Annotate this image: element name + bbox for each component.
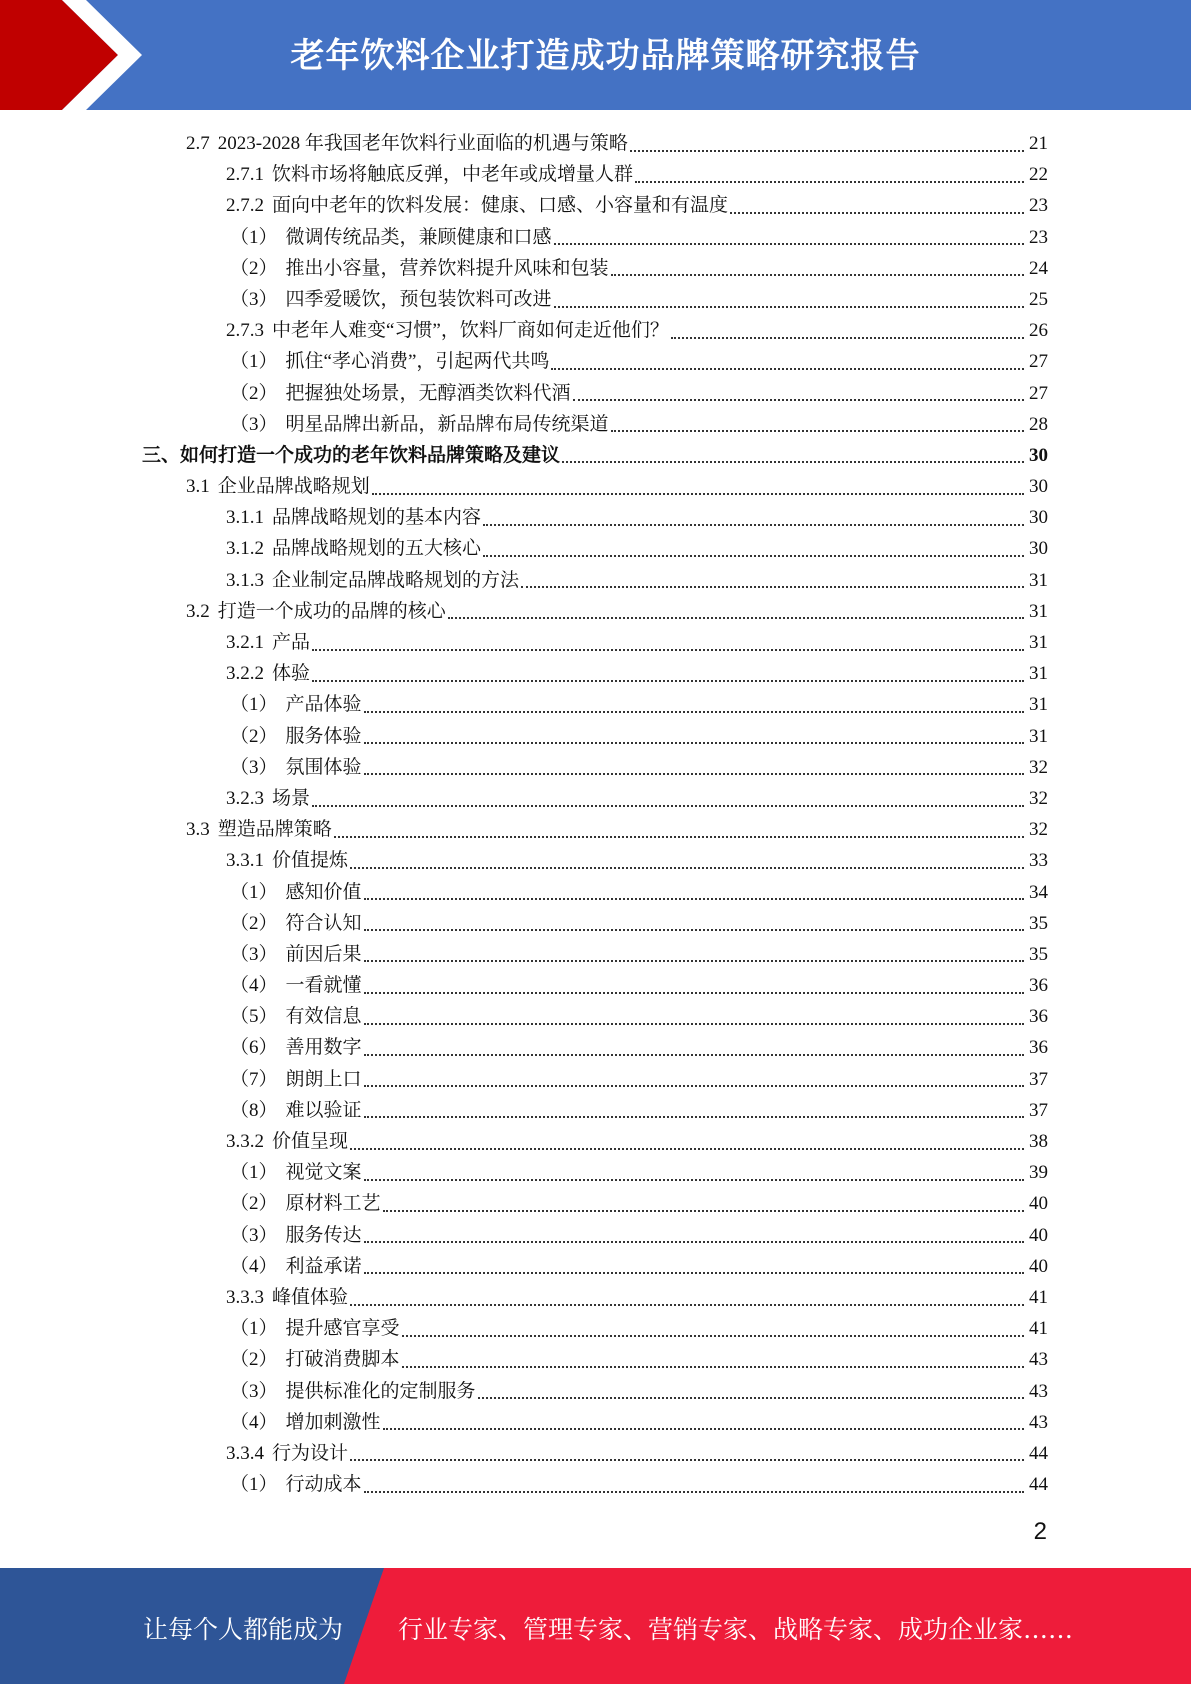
toc-entry-page: 21: [1029, 133, 1048, 154]
toc-dot-leader: [364, 773, 1024, 775]
toc-dot-leader: [483, 555, 1024, 557]
toc-entry[interactable]: [130, 939, 1048, 970]
page-number: 2: [1033, 1518, 1047, 1545]
toc-entry-number: 2.7.2: [226, 195, 264, 217]
toc-entry[interactable]: [130, 596, 1048, 627]
toc-entry-page: 23: [1029, 195, 1048, 217]
toc-entry[interactable]: [130, 190, 1048, 221]
toc-entry-title: 品牌战略规划的基本内容: [272, 507, 482, 529]
toc-entry-number: （3）: [230, 413, 278, 435]
toc-entry-page: 30: [1029, 538, 1048, 560]
toc-entry-page: 37: [1029, 1068, 1048, 1090]
toc-entry-page: 31: [1029, 694, 1048, 716]
toc-entry[interactable]: [130, 627, 1048, 658]
toc-entry-page: 41: [1029, 1286, 1048, 1308]
toc-entry-title: 场景: [272, 787, 311, 809]
toc-dot-leader: [611, 274, 1024, 276]
toc-entry[interactable]: [130, 533, 1048, 564]
toc-entry-title: 难以验证: [285, 1099, 362, 1121]
toc-entry-number: （6）: [230, 1037, 278, 1059]
toc-entry-page: 36: [1029, 975, 1048, 997]
toc-dot-leader: [562, 461, 1024, 463]
toc-entry-page: 31: [1029, 632, 1048, 653]
toc-entry-title: 塑造品牌策略: [217, 819, 332, 841]
toc-entry-number: （4）: [230, 1411, 278, 1433]
toc-entry-page: 43: [1029, 1380, 1048, 1402]
toc-entry[interactable]: [130, 1407, 1048, 1438]
toc-entry[interactable]: [130, 1220, 1048, 1251]
toc-entry[interactable]: [130, 1313, 1048, 1344]
toc-entry-page: 32: [1029, 787, 1048, 809]
toc-entry[interactable]: [130, 689, 1048, 720]
toc-entry[interactable]: [130, 1095, 1048, 1126]
toc-entry-number: （3）: [230, 1224, 278, 1246]
toc-entry-title: 打造一个成功的品牌的核心: [217, 600, 446, 622]
toc-dot-leader: [350, 1459, 1024, 1461]
toc-entry[interactable]: [130, 378, 1048, 409]
toc-entry[interactable]: [130, 565, 1048, 596]
toc-entry-title: 抓住“孝心消费”，引起两代共鸣: [285, 351, 550, 373]
toc-entry[interactable]: [130, 1251, 1048, 1282]
toc-entry-page: 35: [1029, 943, 1048, 965]
toc-entry-page: 32: [1029, 819, 1048, 841]
toc-entry-page: 30: [1029, 444, 1048, 466]
toc-entry-number: 2.7.1: [226, 164, 264, 186]
toc-entry-title: 饮料市场将触底反弹，中老年或成增量人群: [272, 164, 634, 186]
toc-dot-leader: [554, 243, 1024, 245]
toc-dot-leader: [635, 181, 1024, 183]
toc-dot-leader: [478, 1397, 1024, 1399]
toc-dot-leader: [312, 805, 1024, 807]
toc-entry-number: （2）: [230, 382, 278, 404]
page-header: [0, 0, 1191, 110]
toc-entry-number: 3.1.3: [226, 569, 264, 591]
toc-dot-leader: [551, 368, 1024, 370]
toc-entry-number: 2.7.3: [226, 320, 264, 342]
toc-entry-page: 31: [1029, 569, 1048, 591]
toc-entry-number: （5）: [230, 1006, 278, 1028]
toc-entry[interactable]: [130, 409, 1048, 440]
toc-dot-leader: [334, 836, 1024, 838]
toc-entry-number: （1）: [230, 1318, 278, 1340]
toc-dot-leader: [364, 1116, 1024, 1118]
toc-entry-title: 明星品牌出新品，新品牌布局传统渠道: [285, 413, 609, 435]
toc-entry[interactable]: [130, 471, 1048, 502]
toc-entry-title: 符合认知: [285, 912, 362, 934]
toc-dot-leader: [383, 1210, 1024, 1212]
toc-dot-leader: [364, 1085, 1024, 1087]
toc-dot-leader: [521, 586, 1024, 588]
toc-dot-leader: [364, 1272, 1024, 1274]
toc-entry-number: （1）: [230, 1474, 278, 1496]
toc-entry-number: （1）: [230, 351, 278, 373]
toc-entry-number: 3.1.1: [226, 507, 264, 529]
toc-entry-page: 43: [1029, 1349, 1048, 1371]
toc-dot-leader: [312, 649, 1024, 651]
toc-entry[interactable]: [130, 908, 1048, 939]
toc-entry[interactable]: [130, 502, 1048, 533]
toc-entry-title: 产品体验: [285, 694, 362, 716]
toc-entry[interactable]: [130, 658, 1048, 689]
toc-entry[interactable]: [130, 346, 1048, 377]
toc-entry-title: 面向中老年的饮料发展：健康、口感、小容量和有温度: [272, 195, 729, 217]
toc-entry-title: 打破消费脚本: [285, 1349, 400, 1371]
toc-entry-number: 3.2.2: [226, 663, 264, 685]
toc-entry[interactable]: [130, 1157, 1048, 1188]
toc-entry-title: 四季爱暖饮，预包装饮料可改进: [285, 288, 552, 310]
toc-entry-number: （2）: [230, 1349, 278, 1371]
toc-entry-number: （2）: [230, 725, 278, 747]
toc-entry-number: （8）: [230, 1099, 278, 1121]
toc-entry-title: 价值呈现: [272, 1131, 349, 1152]
toc-entry-page: 24: [1029, 257, 1048, 279]
toc-entry-number: （1）: [230, 881, 278, 903]
toc-entry[interactable]: [130, 970, 1048, 1001]
toc-dot-leader: [364, 711, 1024, 713]
toc-entry-number: 3.2.3: [226, 787, 264, 809]
toc-entry-title: 朗朗上口: [285, 1068, 362, 1090]
table-of-contents: [130, 128, 1048, 1500]
toc-entry-title: 中老年人难变“习惯”，饮料厂商如何走近他们？: [272, 320, 669, 342]
toc-entry-number: （1）: [230, 694, 278, 716]
toc-dot-leader: [364, 960, 1024, 962]
toc-entry-title: 原材料工艺: [285, 1193, 381, 1215]
toc-entry-number: 3.3.1: [226, 850, 264, 872]
toc-dot-leader: [350, 1304, 1024, 1306]
toc-entry-number: 3.2.1: [226, 632, 264, 653]
toc-entry[interactable]: [130, 1126, 1048, 1157]
toc-entry-number: （3）: [230, 288, 278, 310]
toc-entry-page: 36: [1029, 1006, 1048, 1028]
toc-entry-number: （7）: [230, 1068, 278, 1090]
toc-entry[interactable]: [130, 222, 1048, 253]
toc-entry-page: 35: [1029, 912, 1048, 934]
toc-dot-leader: [383, 1428, 1024, 1430]
toc-dot-leader: [364, 1241, 1024, 1243]
toc-entry[interactable]: [130, 845, 1048, 876]
toc-entry-title: 品牌战略规划的五大核心: [272, 538, 482, 560]
toc-entry-page: 44: [1029, 1442, 1048, 1464]
toc-entry-number: 3.2: [186, 600, 210, 622]
toc-entry-page: 38: [1029, 1131, 1048, 1152]
toc-entry-number: （4）: [230, 975, 278, 997]
page-footer: [0, 1568, 1191, 1684]
toc-entry-title: 善用数字: [285, 1037, 362, 1059]
toc-entry-number: 2.7: [186, 133, 210, 154]
toc-entry-number: （3）: [230, 943, 278, 965]
document-title: 老年饮料企业打造成功品牌策略研究报告: [290, 36, 921, 76]
toc-dot-leader: [350, 867, 1024, 869]
toc-entry[interactable]: [130, 284, 1048, 315]
toc-entry-number: （2）: [230, 912, 278, 934]
toc-entry-page: 33: [1029, 850, 1048, 872]
toc-entry-title: 利益承诺: [285, 1255, 362, 1277]
toc-entry-page: 41: [1029, 1318, 1048, 1340]
toc-entry-page: 40: [1029, 1255, 1048, 1277]
toc-entry-title: 前因后果: [285, 943, 362, 965]
toc-dot-leader: [402, 1335, 1024, 1337]
toc-entry-title: 微调传统品类，兼顾健康和口感: [285, 226, 552, 248]
toc-entry-title: 体验: [272, 663, 311, 685]
toc-entry-title: 行为设计: [272, 1442, 349, 1464]
toc-dot-leader: [364, 742, 1024, 744]
toc-entry-page: 44: [1029, 1474, 1048, 1496]
toc-entry-title: 行动成本: [285, 1474, 362, 1496]
toc-entry[interactable]: [130, 159, 1048, 190]
toc-dot-leader: [611, 430, 1024, 432]
toc-dot-leader: [730, 212, 1024, 214]
toc-entry-page: 31: [1029, 600, 1048, 622]
toc-entry[interactable]: [130, 1282, 1048, 1313]
toc-entry-title: 企业制定品牌战略规划的方法: [272, 569, 520, 591]
toc-entry-number: （3）: [230, 1380, 278, 1402]
toc-entry[interactable]: [130, 1438, 1048, 1469]
toc-entry-number: （1）: [230, 226, 278, 248]
toc-entry[interactable]: [130, 1469, 1048, 1500]
toc-entry-number: 3.1: [186, 476, 210, 498]
toc-entry-title: 把握独处场景，无醇酒类饮料代酒: [285, 382, 571, 404]
toc-dot-leader: [364, 898, 1024, 900]
toc-entry[interactable]: [130, 1344, 1048, 1375]
toc-entry[interactable]: [130, 315, 1048, 346]
toc-entry-page: 26: [1029, 320, 1048, 342]
toc-entry-title: 产品: [272, 632, 311, 653]
toc-entry-title: 一看就懂: [285, 975, 362, 997]
toc-entry-number: 3.3: [186, 819, 210, 841]
toc-entry[interactable]: [130, 877, 1048, 908]
toc-dot-leader: [554, 306, 1024, 308]
toc-entry-page: 23: [1029, 226, 1048, 248]
toc-entry[interactable]: [130, 440, 1048, 471]
toc-dot-leader: [448, 617, 1024, 619]
toc-entry[interactable]: [130, 783, 1048, 814]
toc-entry-title: 感知价值: [285, 881, 362, 903]
toc-entry-page: 43: [1029, 1411, 1048, 1433]
toc-dot-leader: [372, 493, 1024, 495]
footer-slogan-left: 让每个人都能成为: [143, 1615, 344, 1644]
toc-entry[interactable]: [130, 1188, 1048, 1219]
toc-entry-page: 30: [1029, 507, 1048, 529]
toc-entry[interactable]: [130, 1376, 1048, 1407]
toc-entry-number: （2）: [230, 1193, 278, 1215]
toc-entry-page: 30: [1029, 476, 1048, 498]
toc-entry[interactable]: [130, 752, 1048, 783]
toc-entry-page: 25: [1029, 288, 1048, 310]
toc-dot-leader: [402, 1366, 1024, 1368]
toc-entry-title: 提升感官享受: [285, 1318, 400, 1340]
toc-entry[interactable]: [130, 1064, 1048, 1095]
toc-entry-page: 28: [1029, 413, 1048, 435]
toc-entry-page: 31: [1029, 663, 1048, 685]
toc-entry[interactable]: [130, 128, 1048, 159]
toc-entry-title: 氛围体验: [285, 756, 362, 778]
toc-entry-page: 27: [1029, 382, 1048, 404]
toc-entry-page: 32: [1029, 756, 1048, 778]
toc-dot-leader: [364, 929, 1024, 931]
toc-entry[interactable]: [130, 721, 1048, 752]
toc-entry[interactable]: [130, 1032, 1048, 1063]
toc-dot-leader: [364, 1491, 1024, 1493]
toc-dot-leader: [364, 1023, 1024, 1025]
toc-dot-leader: [483, 524, 1024, 526]
toc-dot-leader: [364, 1179, 1024, 1181]
toc-entry[interactable]: [130, 814, 1048, 845]
toc-entry-number: 3.3.3: [226, 1286, 264, 1308]
toc-entry-title: 服务传达: [285, 1224, 362, 1246]
toc-entry-title: 有效信息: [285, 1006, 362, 1028]
toc-dot-leader: [671, 337, 1024, 339]
toc-entry-title: 企业品牌战略规划: [217, 476, 370, 498]
toc-entry-number: （1）: [230, 1162, 278, 1184]
toc-dot-leader: [630, 150, 1024, 152]
toc-entry-page: 39: [1029, 1162, 1048, 1184]
toc-entry-number: （3）: [230, 756, 278, 778]
toc-entry-number: 3.1.2: [226, 538, 264, 560]
toc-entry-page: 36: [1029, 1037, 1048, 1059]
toc-entry-page: 40: [1029, 1193, 1048, 1215]
toc-entry-page: 40: [1029, 1224, 1048, 1246]
toc-entry-title: 2023-2028 年我国老年饮料行业面临的机遇与策略: [217, 133, 628, 154]
toc-entry-page: 34: [1029, 881, 1048, 903]
toc-entry-title: 增加刺激性: [285, 1411, 381, 1433]
toc-entry-title: 价值提炼: [272, 850, 349, 872]
toc-entry-title: 三、如何打造一个成功的老年饮料品牌策略及建议: [142, 444, 561, 466]
toc-entry-title: 服务体验: [285, 725, 362, 747]
toc-entry-title: 推出小容量，营养饮料提升风味和包装: [285, 257, 609, 279]
toc-entry[interactable]: [130, 253, 1048, 284]
toc-entry-page: 22: [1029, 164, 1048, 186]
toc-entry-title: 峰值体验: [272, 1286, 349, 1308]
toc-entry-page: 27: [1029, 351, 1048, 373]
footer-slogan-right: 行业专家、管理专家、营销专家、战略专家、成功企业家……: [398, 1615, 1074, 1644]
toc-entry-number: （4）: [230, 1255, 278, 1277]
toc-dot-leader: [312, 680, 1024, 682]
toc-dot-leader: [364, 1054, 1024, 1056]
toc-entry-title: 提供标准化的定制服务: [285, 1380, 476, 1402]
toc-entry[interactable]: [130, 1001, 1048, 1032]
toc-entry-number: 3.3.4: [226, 1442, 264, 1464]
toc-dot-leader: [364, 992, 1024, 994]
toc-dot-leader: [573, 399, 1024, 401]
toc-entry-number: （2）: [230, 257, 278, 279]
toc-entry-title: 视觉文案: [285, 1162, 362, 1184]
toc-entry-page: 31: [1029, 725, 1048, 747]
toc-entry-number: 3.3.2: [226, 1131, 264, 1152]
toc-dot-leader: [350, 1148, 1024, 1150]
toc-entry-page: 37: [1029, 1099, 1048, 1121]
